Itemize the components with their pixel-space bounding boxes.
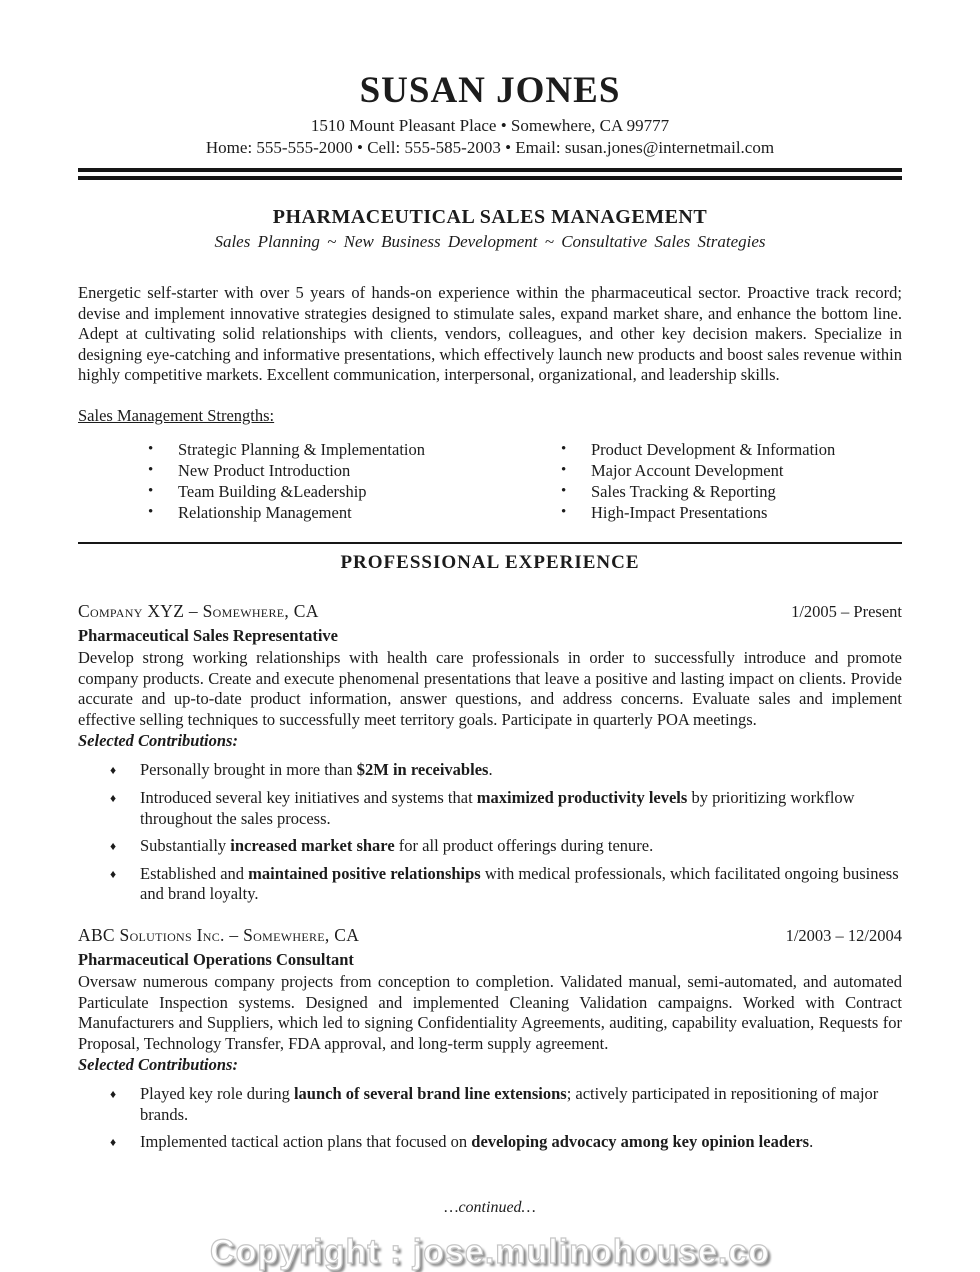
contribution-text: Personally brought in more than $2M in receivables. bbox=[140, 760, 493, 780]
double-rule-divider bbox=[78, 168, 902, 180]
headline-title: PHARMACEUTICAL SALES MANAGEMENT bbox=[272, 206, 708, 228]
strength-label: Product Development & Information bbox=[591, 439, 836, 459]
strengths-columns bbox=[78, 439, 902, 523]
single-rule-divider bbox=[78, 542, 902, 544]
contribution-item bbox=[78, 788, 902, 829]
strengths-column-1 bbox=[78, 439, 489, 523]
job-description: Oversaw numerous company projects from conception to completion. Validated manual, semi-automated, and automated Particulate Inspection systems. Designed and implemented Cleaning Validation campaigns. Worked with Contract Manufacturers and Suppliers, which led to signing Confidentiality Agreements, auditing, capability evaluation, Requests for Proposal, Technology Transfer, FDA approval, and long-term supply agreement. bbox=[78, 971, 902, 1053]
contact-line: Home: 555-555-2000 • Cell: 555-585-2003 • Email: susan.jones@internetmail.com bbox=[205, 138, 775, 157]
diamond-bullet-icon: ♦ bbox=[110, 763, 117, 778]
round-bullet-icon: • bbox=[148, 482, 154, 499]
strength-item bbox=[148, 460, 489, 481]
selected-contributions-label: Selected Contributions: bbox=[78, 1055, 238, 1075]
strength-label: Strategic Planning & Implementation bbox=[178, 439, 425, 459]
company-name: Company XYZ – Somewhere, CA bbox=[78, 600, 319, 621]
strength-label: Team Building &Leadership bbox=[178, 481, 367, 501]
resume-header bbox=[78, 0, 902, 159]
job-header-row bbox=[78, 600, 902, 623]
round-bullet-icon: • bbox=[561, 461, 567, 478]
experience-section-heading: PROFESSIONAL EXPERIENCE bbox=[340, 551, 640, 573]
strength-label: High-Impact Presentations bbox=[591, 502, 768, 522]
contribution-item bbox=[78, 760, 902, 781]
contribution-item bbox=[78, 836, 902, 857]
diamond-bullet-icon: ♦ bbox=[110, 790, 117, 805]
contribution-item bbox=[78, 1084, 902, 1125]
diamond-bullet-icon: ♦ bbox=[110, 1087, 117, 1102]
contribution-text: Established and maintained positive relationships with medical professionals, which facilitated ongoing business and brand loyalty. bbox=[140, 863, 899, 904]
selected-contributions-label: Selected Contributions: bbox=[78, 731, 238, 751]
job-title: Pharmaceutical Operations Consultant bbox=[78, 949, 354, 969]
summary-paragraph: Energetic self-starter with over 5 years of hands-on experience within the pharmaceutical sector. Proactive track record; devise and implement innovative strategies designed to stimulate sales, expand market share, and enhance the bottom line. Adept at cultivating solid relationships with clients, vendors, colleagues, and other key decision makers. Specialize in designing eye-catching and informative presentations, which effectively launch new products and boost sales revenue within highly competitive markets. Excellent communication, interpersonal, organizational, and leadership skills. bbox=[78, 283, 902, 385]
contributions-list bbox=[78, 1084, 902, 1153]
contribution-text: Played key role during launch of several brand line extensions; actively participated in repositioning of major brands. bbox=[140, 1084, 879, 1124]
round-bullet-icon: • bbox=[561, 503, 567, 520]
strength-item bbox=[148, 502, 489, 523]
contribution-text: Implemented tactical action plans that focused on developing advocacy among key opinion leaders. bbox=[140, 1132, 814, 1152]
contribution-text: Introduced several key initiatives and systems that maximized productivity levels by prioritizing workflow throughout the sales process. bbox=[140, 787, 855, 828]
contribution-text: Substantially increased market share for all product offerings during tenure. bbox=[140, 836, 654, 856]
round-bullet-icon: • bbox=[148, 461, 154, 478]
strength-label: Sales Tracking & Reporting bbox=[591, 481, 776, 501]
round-bullet-icon: • bbox=[148, 440, 154, 457]
diamond-bullet-icon: ♦ bbox=[110, 839, 117, 854]
job-header-row bbox=[78, 924, 902, 947]
strength-item bbox=[561, 439, 902, 460]
job-title: Pharmaceutical Sales Representative bbox=[78, 625, 338, 645]
employment-dates: 1/2003 – 12/2004 bbox=[785, 925, 902, 945]
job-entry-1 bbox=[78, 600, 902, 905]
continued-note: …continued… bbox=[444, 1199, 536, 1217]
address-line: 1510 Mount Pleasant Place • Somewhere, CA 99777 bbox=[310, 116, 670, 135]
headline-subtitle: Sales Planning ~ New Business Development ~ Consultative Sales Strategies bbox=[214, 232, 766, 251]
strengths-column-2 bbox=[489, 439, 902, 523]
strength-item bbox=[561, 460, 902, 481]
strength-label: New Product Introduction bbox=[178, 460, 351, 480]
strength-label: Relationship Management bbox=[178, 502, 352, 522]
diamond-bullet-icon: ♦ bbox=[110, 1135, 117, 1150]
strength-item bbox=[561, 502, 902, 523]
headline-block bbox=[78, 205, 902, 253]
employment-dates: 1/2005 – Present bbox=[791, 601, 902, 621]
job-entry-2 bbox=[78, 924, 902, 1153]
strength-item bbox=[148, 439, 489, 460]
contributions-list bbox=[78, 760, 902, 905]
job-description: Develop strong working relationships with health care professionals in order to successfully introduce and promote company products. Create and execute phenomenal presentations that leave a positive and lasting impact on clients. Provide accurate and up-to-date product information, answer questions, and address concerns. Evaluate sales and implement effective selling techniques to successfully meet territory goals. Participate in quarterly POA meetings. bbox=[78, 647, 902, 729]
contribution-item bbox=[78, 864, 902, 905]
contribution-item bbox=[78, 1132, 902, 1153]
candidate-name: SUSAN JONES bbox=[359, 70, 621, 111]
company-name: ABC Solutions Inc. – Somewhere, CA bbox=[78, 924, 360, 945]
strength-item bbox=[561, 481, 902, 502]
strength-label: Major Account Development bbox=[591, 460, 784, 480]
diamond-bullet-icon: ♦ bbox=[110, 866, 117, 881]
strength-item bbox=[148, 481, 489, 502]
round-bullet-icon: • bbox=[561, 440, 567, 457]
strengths-heading: Sales Management Strengths: bbox=[78, 405, 275, 425]
round-bullet-icon: • bbox=[148, 503, 154, 520]
round-bullet-icon: • bbox=[561, 482, 567, 499]
copyright-watermark: Copyright : jose.mulinohouse.co bbox=[210, 1233, 770, 1272]
